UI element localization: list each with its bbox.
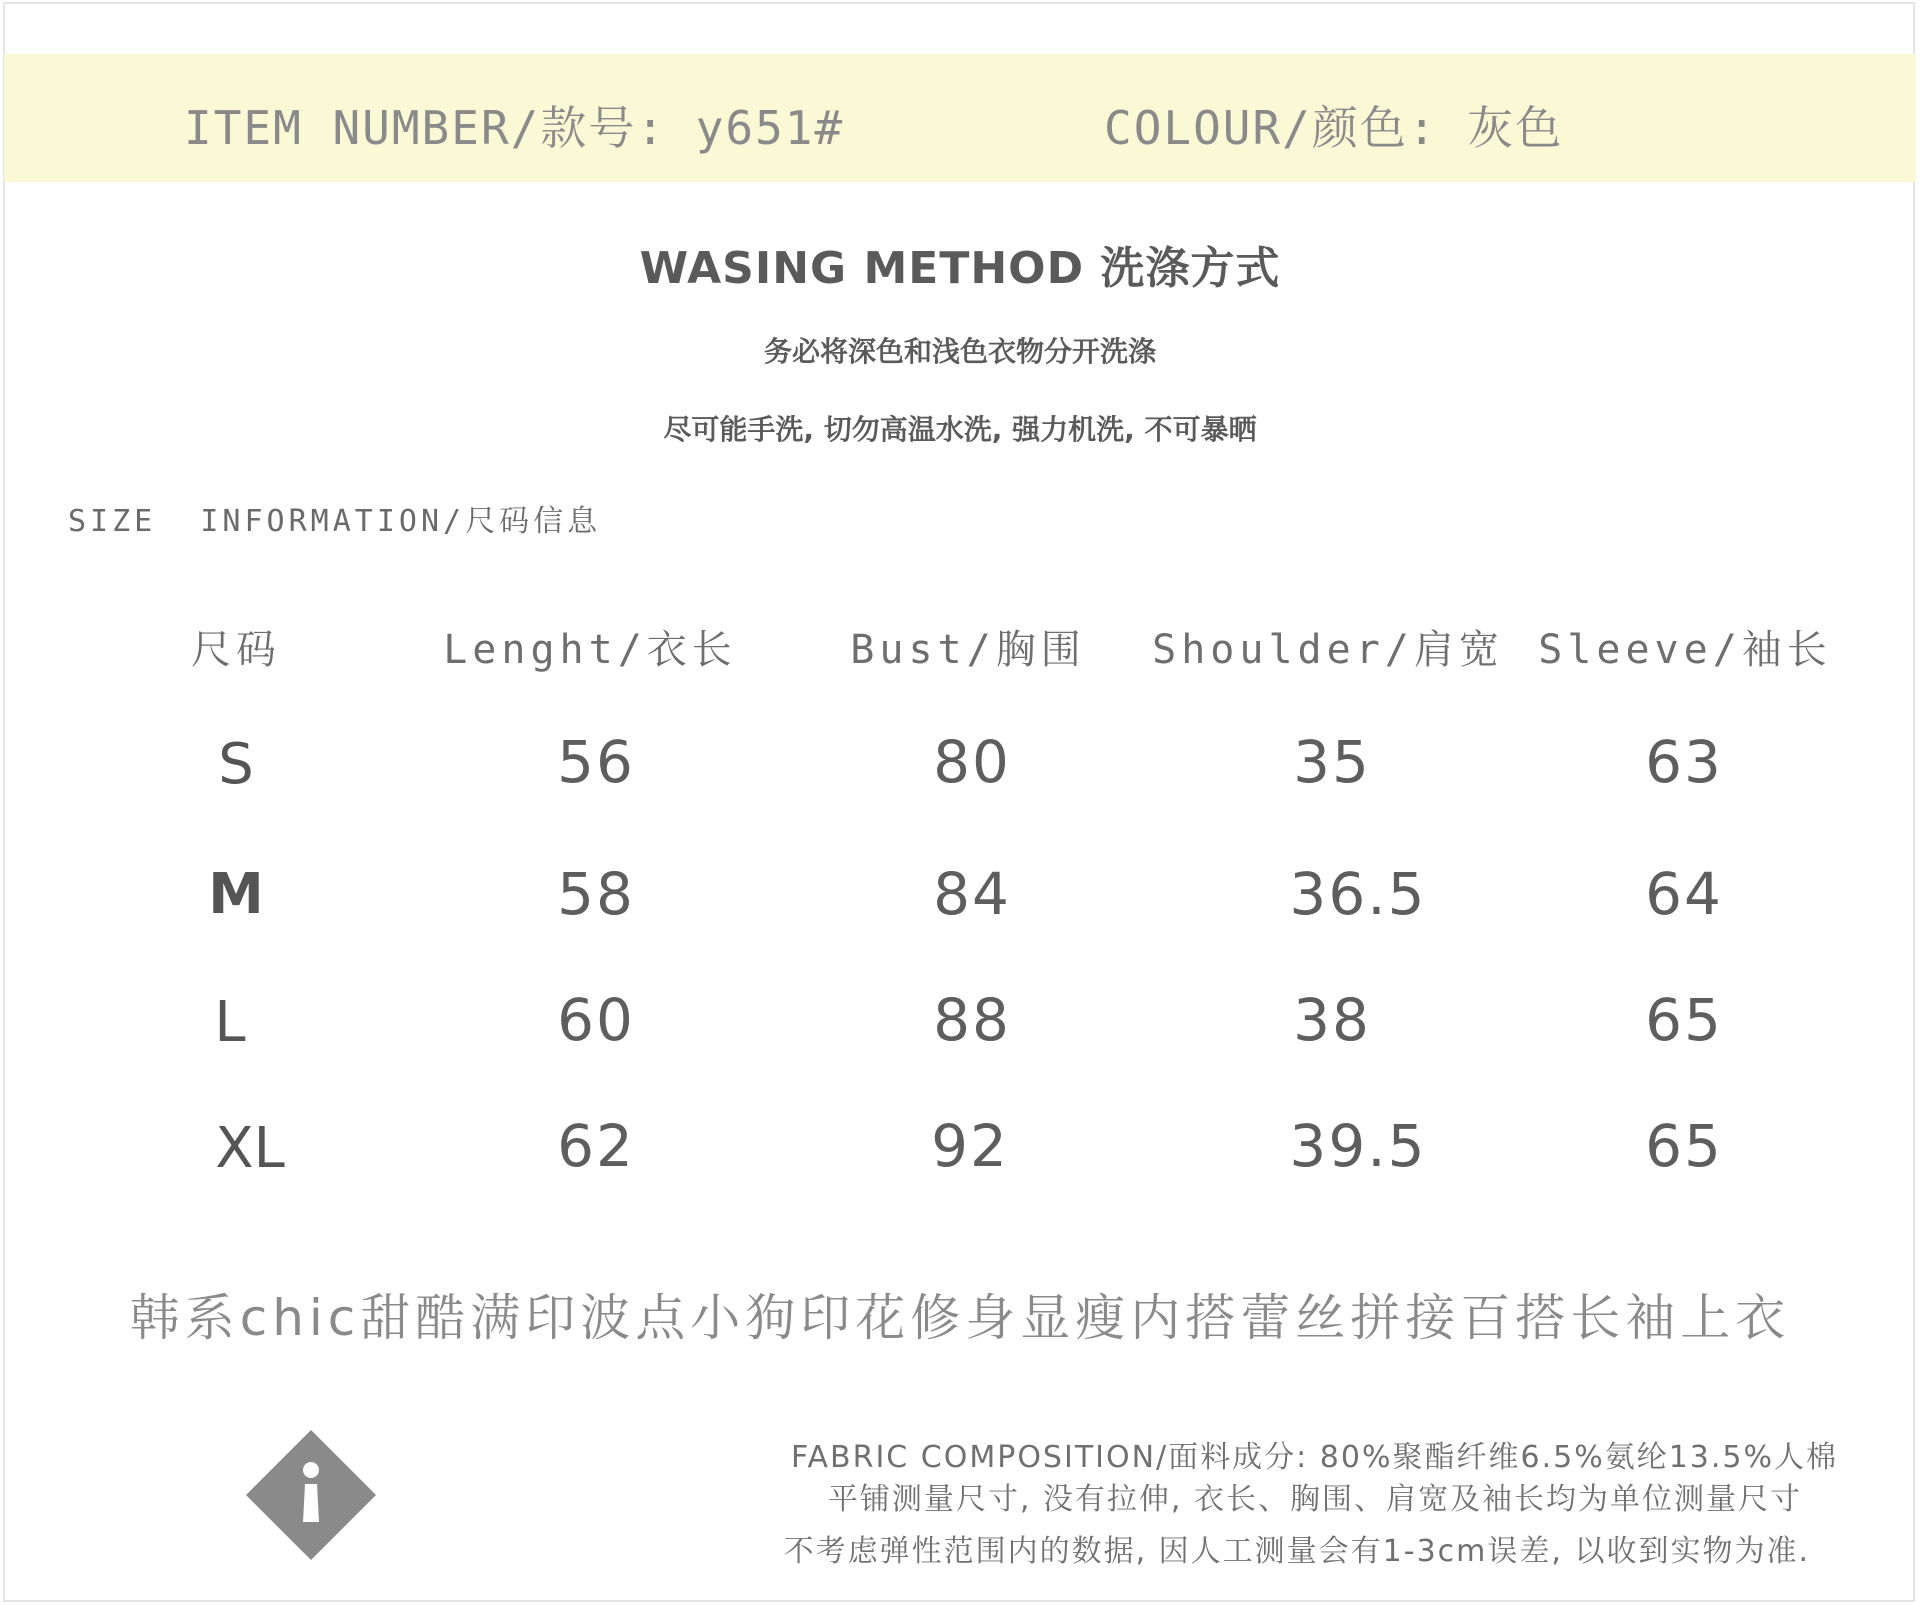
header-band xyxy=(4,54,1916,182)
column-header-size: 尺码 xyxy=(191,627,281,673)
sleeve-xl: 65 xyxy=(1645,1112,1723,1180)
column-header-sleeve: Sleeve/袖长 xyxy=(1538,627,1832,673)
column-header-bust: Bust/胸围 xyxy=(850,627,1086,673)
product-description: 韩系chic甜酷满印波点小狗印花修身显瘦内搭蕾丝拼接百搭长袖上衣 xyxy=(129,1289,1791,1347)
column-header-shoulder: Shoulder/肩宽 xyxy=(1152,627,1504,673)
size-label-s: S xyxy=(218,732,254,797)
bust-s: 80 xyxy=(933,728,1011,796)
length-xl: 62 xyxy=(557,1112,635,1180)
shoulder-s: 35 xyxy=(1293,728,1371,796)
info-icon xyxy=(244,1428,378,1562)
length-m: 58 xyxy=(557,860,635,928)
column-header-length: Lenght/衣长 xyxy=(443,627,737,673)
washing-line-1: 务必将深色和浅色衣物分开洗涤 xyxy=(763,335,1156,368)
size-information-heading: SIZE INFORMATION/尺码信息 xyxy=(68,504,602,539)
shoulder-m: 36.5 xyxy=(1289,860,1427,928)
sleeve-l: 65 xyxy=(1645,986,1723,1054)
bust-m: 84 xyxy=(933,860,1011,928)
item-number: ITEM NUMBER/款号: y651# xyxy=(184,101,845,155)
size-label-m: M xyxy=(208,862,264,927)
measurement-note: 平铺测量尺寸, 没有拉伸, 衣长、胸围、肩宽及袖长均为单位测量尺寸 xyxy=(827,1482,1802,1517)
disclaimer-note: 不考虑弹性范围内的数据, 因人工测量会有1-3cm误差, 以收到实物为准. xyxy=(783,1534,1810,1569)
length-s: 56 xyxy=(557,728,635,796)
colour-label: COLOUR/颜色: 灰色 xyxy=(1104,101,1564,155)
length-l: 60 xyxy=(557,986,635,1054)
bust-xl: 92 xyxy=(931,1112,1009,1180)
shoulder-l: 38 xyxy=(1293,986,1371,1054)
sleeve-m: 64 xyxy=(1645,860,1723,928)
washing-title: WASING METHOD 洗涤方式 xyxy=(639,243,1281,294)
sleeve-s: 63 xyxy=(1645,728,1723,796)
bust-l: 88 xyxy=(933,986,1011,1054)
fabric-composition: FABRIC COMPOSITION/面料成分: 80%聚酯纤维6.5%氨纶13.5%人棉 xyxy=(791,1440,1838,1475)
size-label-xl: XL xyxy=(215,1116,285,1181)
size-label-l: L xyxy=(214,990,246,1055)
shoulder-xl: 39.5 xyxy=(1289,1112,1427,1180)
washing-line-2: 尽可能手洗, 切勿高温水洗, 强力机洗, 不可暴晒 xyxy=(663,413,1257,446)
